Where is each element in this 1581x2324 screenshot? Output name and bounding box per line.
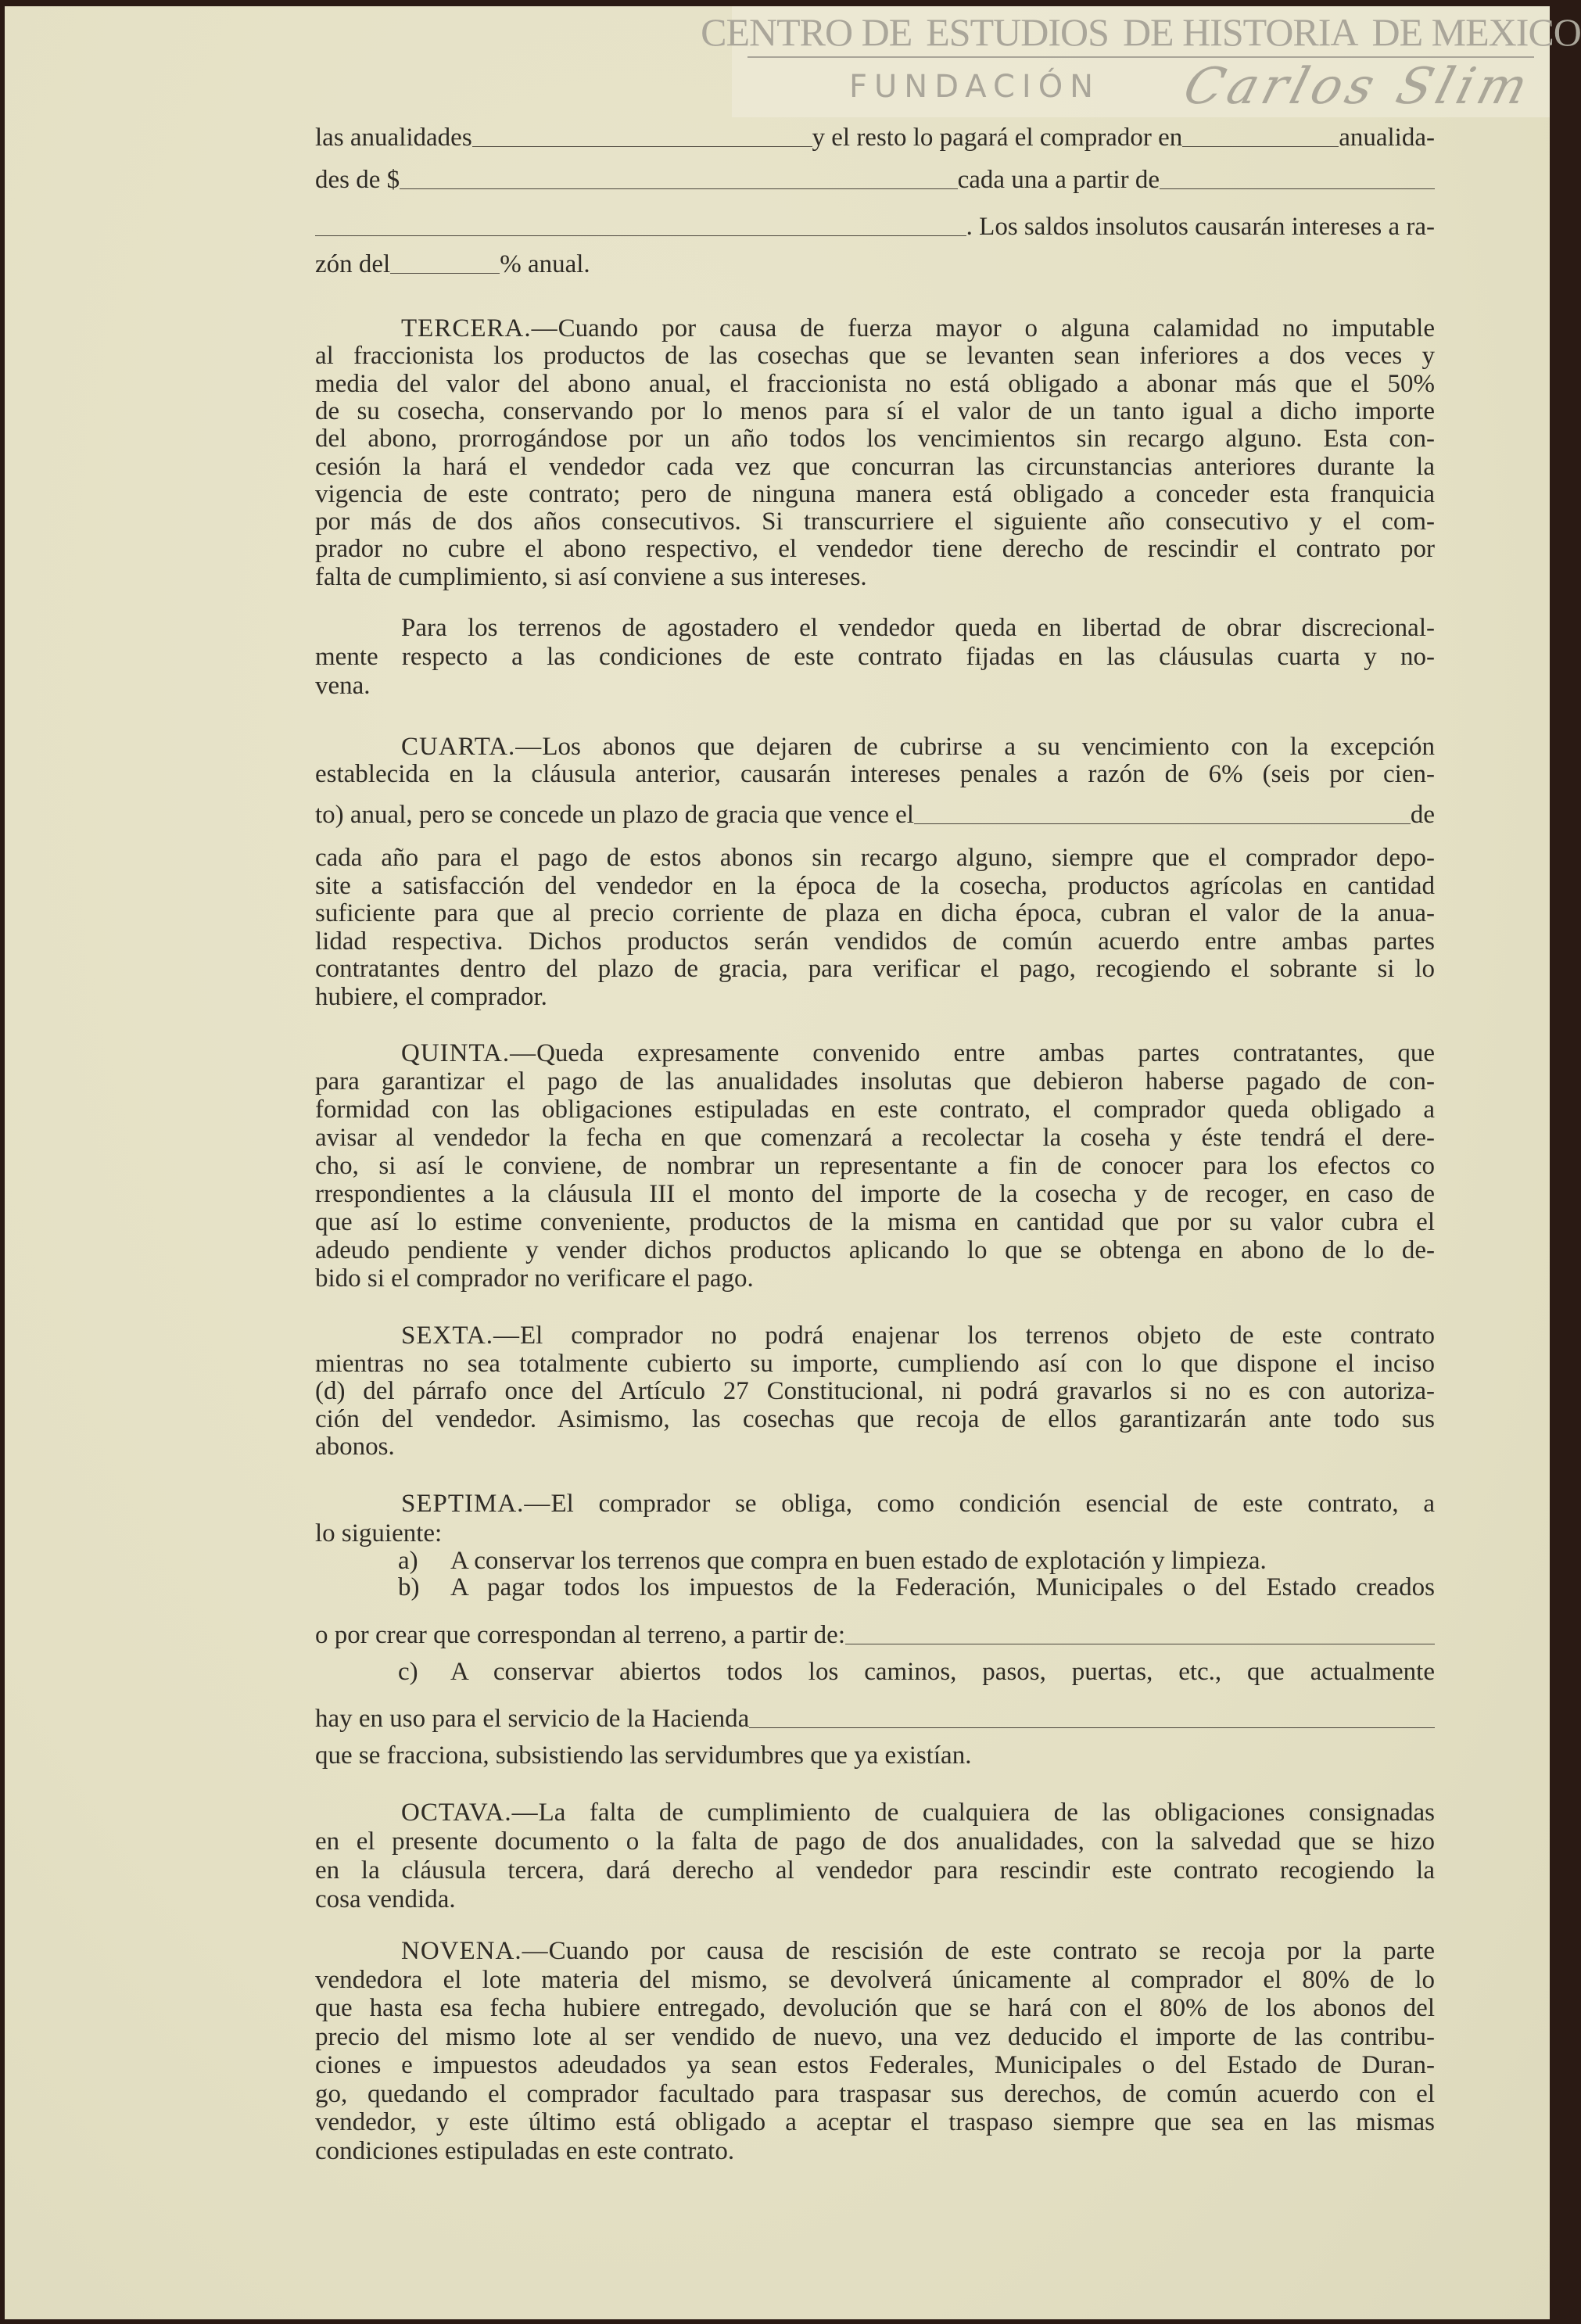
clause-text: ciones e impuestos adeudados ya sean estos Federales, Municipales o del Estado de Duran- — [315, 2051, 1435, 2079]
clause-text: bido si el comprador no verificare el pago. — [315, 1264, 754, 1293]
blank-field — [749, 1707, 1435, 1728]
clause-text: (d) del párrafo once del Artículo 27 Constitucional, ni podrá gravarlos si no es con autoriza- — [315, 1377, 1435, 1405]
clause-tercera-line — [315, 342, 1435, 370]
clause-text: contratantes dentro del plazo de gracia, para verificar el pago, recogiendo el sobrante si lo — [315, 955, 1435, 983]
clause-novena-line — [315, 1937, 1435, 1965]
clause-text: abonos. — [315, 1433, 395, 1461]
clause-quinta-line — [315, 1236, 1435, 1264]
clause-octava-line — [315, 1827, 1435, 1856]
clause-text: falta de cumplimiento, si así conviene a sus intereses. — [315, 562, 867, 591]
blank-field — [315, 215, 966, 236]
clause-cuarta-line — [315, 872, 1435, 900]
clause-text: site a satisfacción del vendedor en la época de la cosecha, productos agrícolas en cantidad — [315, 871, 1435, 900]
clause-novena-line — [315, 2137, 1435, 2165]
list-item-b — [0, 1573, 1558, 1601]
form-line — [315, 1621, 1435, 1649]
form-line — [315, 250, 1435, 278]
clause-text: por más de dos años consecutivos. Si transcurriere el siguiente año consecutivo y el com- — [315, 507, 1435, 536]
item-label: c) — [398, 1658, 418, 1686]
form-text: cada una a partir de — [957, 166, 1160, 194]
clause-tercera-line — [315, 425, 1435, 453]
form-line — [315, 213, 1435, 241]
watermark-title — [701, 10, 1581, 54]
clause-quinta-line — [315, 1264, 1435, 1293]
clause-text: que así lo estime conveniente, productos de la misma en cantidad que por su valor cubra el — [315, 1208, 1435, 1236]
clause-heading: SEPTIMA.— — [401, 1490, 551, 1518]
item-label: a) — [398, 1547, 418, 1575]
item-label: b) — [398, 1573, 420, 1601]
list-item-c — [0, 1658, 1558, 1686]
blank-field — [390, 253, 500, 274]
watermark-signature: Carlos Slim — [1178, 58, 1539, 116]
clause-heading: CUARTA.— — [401, 733, 543, 761]
clause-text: Para los terrenos de agostadero el vendedor queda en libertad de obrar discrecional- — [401, 614, 1435, 642]
clause-novena-line — [315, 2023, 1435, 2051]
form-text: % anual. — [500, 250, 590, 278]
item-text: A conservar abiertos todos los caminos, pasos, puertas, etc., que actualmente — [450, 1658, 1435, 1686]
clause-sexta-line — [315, 1377, 1435, 1405]
clause-sexta-line — [315, 1322, 1435, 1350]
watermark-line: CENTRO DE — [701, 10, 912, 54]
clause-octava-line — [315, 1885, 1435, 1913]
clause-text: prador no cubre el abono respectivo, el vendedor tiene derecho de rescindir el contrato por — [315, 535, 1435, 564]
clause-text: Cuando por causa de rescisión de este contrato se recoja por la parte — [548, 1937, 1435, 1965]
clause-quinta-line — [315, 1152, 1435, 1180]
clause-tercera-line — [315, 453, 1435, 481]
clause-text: cosa vendida. — [315, 1885, 456, 1913]
clause-tercera-line — [315, 535, 1435, 563]
blank-field — [472, 126, 812, 147]
form-line — [315, 801, 1435, 829]
clause-quinta-line — [315, 1124, 1435, 1152]
clause-tercera-line — [315, 314, 1435, 343]
clause-text: hay en uso para el servicio de la Hacienda — [315, 1705, 750, 1733]
clause-text: adeudo pendiente y vender dichos productos aplicando lo que se obtenga en abono de lo de- — [315, 1236, 1435, 1264]
clause-text: precio del mismo lote al ser vendido de nuevo, una vez deducido el importe de las contribu- — [315, 2022, 1435, 2051]
form-text: anualida- — [1339, 124, 1435, 152]
clause-text: Queda expresamente convenido entre ambas partes contratantes, que — [536, 1039, 1435, 1067]
clause-sexta-line — [315, 1405, 1435, 1433]
clause-text: La falta de cumplimiento de cualquiera de las obligaciones consignadas — [538, 1799, 1435, 1827]
clause-heading: NOVENA.— — [401, 1937, 549, 1965]
clause-text: formidad con las obligaciones estipuladas en este contrato, el comprador queda obligado a — [315, 1096, 1435, 1124]
clause-text: lo siguiente: — [315, 1519, 443, 1548]
clause-tercera-line — [315, 563, 1435, 591]
blank-field — [400, 168, 958, 189]
clause-text: del abono, prorrogándose por un año todos los vencimientos sin recargo alguno. Esta con- — [315, 425, 1435, 454]
clause-novena-line — [315, 2080, 1435, 2108]
clause-text: para garantizar el pago de las anualidades insolutas que debieron haberse pagado de con- — [315, 1067, 1435, 1096]
clause-text: lidad respectiva. Dichos productos serán vendidos de común acuerdo entre ambas partes — [315, 927, 1435, 956]
clause-cuarta-line — [315, 983, 1435, 1011]
blank-field — [914, 803, 1411, 824]
clause-text: vendedor, y este último está obligado a aceptar el traspaso siempre que sea en las mismas — [315, 2108, 1435, 2136]
clause-text: cho, si así le conviene, de nombrar un representante a fin de conocer para los efectos co — [315, 1152, 1435, 1180]
clause-heading: SEXTA.— — [401, 1322, 520, 1350]
clause-novena-line — [315, 1966, 1435, 1994]
clause-text: condiciones estipuladas en este contrato. — [315, 2136, 735, 2165]
clause-text: cada año para el pago de estos abonos sin recargo alguno, siempre que el comprador depo- — [315, 844, 1435, 872]
clause-text: go, quedando el comprador facultado para traspasar sus derechos, de común acuerdo con el — [315, 2079, 1435, 2108]
clause-novena-line — [315, 2108, 1435, 2136]
clause-heading: TERCERA.— — [401, 314, 558, 343]
blank-field — [1160, 168, 1435, 189]
clause-novena-line — [315, 1994, 1435, 2022]
clause-quinta-line — [315, 1096, 1435, 1124]
clause-agostadero-line — [315, 672, 1435, 700]
watermark-line: ESTUDIOS — [926, 10, 1109, 54]
form-text: las anualidades — [315, 124, 472, 152]
clause-text: El comprador se obliga, como condición esencial de este contrato, a — [550, 1490, 1435, 1518]
form-text: des de $ — [315, 166, 400, 194]
watermark-line: DE MEXICO — [1371, 10, 1581, 54]
clause-text: establecida en la cláusula anterior, causarán intereses penales a razón de 6% (seis por cien- — [315, 760, 1435, 788]
archive-watermark — [701, 6, 1581, 117]
form-line — [315, 166, 1435, 194]
watermark-foundation: FUNDACIÓN — [849, 69, 1101, 105]
clause-text: rrespondientes a la cláusula III el monto del importe de la cosecha y de recoger, en caso de — [315, 1180, 1435, 1208]
clause-text: o por crear que correspondan al terreno, a partir de: — [315, 1621, 845, 1649]
clause-text: de — [1410, 801, 1435, 829]
clause-tercera-line — [315, 397, 1435, 425]
clause-quinta-line — [315, 1067, 1435, 1096]
clause-septima-line — [315, 1519, 1435, 1548]
clause-text: media del valor del abono anual, el fraccionista no está obligado a abonar más que el 50% — [315, 369, 1435, 398]
list-item-a — [0, 1547, 1558, 1575]
clause-text: que hasta esa fecha hubiere entregado, devolución que se hará con el 80% de los abonos del — [315, 1994, 1435, 2022]
clause-sexta-line — [315, 1433, 1435, 1461]
clause-octava-line — [315, 1856, 1435, 1885]
clause-text: Cuando por causa de fuerza mayor o alguna calamidad no imputable — [557, 314, 1435, 343]
clause-text: Los abonos que dejaren de cubrirse a su vencimiento con la excepción — [542, 733, 1435, 761]
clause-text: de su cosecha, conservando por lo menos para sí el valor de un tanto igual a dicho importe — [315, 396, 1435, 425]
clause-text: que se fracciona, subsistiendo las servidumbres que ya existían. — [315, 1741, 972, 1770]
clause-text: avisar al vendedor la fecha en que comenzará a recolectar la coseha y éste tendrá el dere- — [315, 1124, 1435, 1152]
clause-cuarta-line — [315, 899, 1435, 927]
clause-text: hubiere, el comprador. — [315, 982, 547, 1011]
form-line — [315, 124, 1435, 152]
clause-cuarta-line — [315, 955, 1435, 983]
form-text: y el resto lo pagará el comprador en — [812, 124, 1183, 152]
clause-tercera-line — [315, 370, 1435, 398]
clause-quinta-line — [315, 1039, 1435, 1067]
clause-text: ción del vendedor. Asimismo, las cosechas que recoja de ellos garantizarán ante todo sus — [315, 1404, 1435, 1433]
clause-text: El comprador no podrá enajenar los terrenos objeto de este contrato — [519, 1322, 1435, 1350]
clause-cuarta-line — [315, 927, 1435, 956]
clause-text: mientras no sea totalmente cubierto su importe, cumpliendo así con lo que dispone el inciso — [315, 1349, 1435, 1378]
clause-agostadero-line — [315, 643, 1435, 671]
form-text: zón del — [315, 250, 391, 278]
clause-text: vena. — [315, 672, 371, 700]
blank-field — [845, 1623, 1435, 1644]
clause-cuarta-line — [315, 733, 1435, 761]
clause-quinta-line — [315, 1208, 1435, 1236]
clause-septima-line — [315, 1490, 1435, 1518]
clause-heading: OCTAVA.— — [401, 1799, 539, 1827]
clause-octava-line — [315, 1799, 1435, 1827]
clause-text: suficiente para que al precio corriente de plaza en dicha época, cubran el valor de la anua- — [315, 899, 1435, 927]
clause-text: en el presente documento o la falta de pago de dos anualidades, con la salvedad que se hizo — [315, 1827, 1435, 1856]
form-text: . Los saldos insolutos causarán intereses a ra- — [966, 213, 1435, 241]
clause-novena-line — [315, 2051, 1435, 2079]
form-line — [315, 1705, 1435, 1733]
clause-text: to) anual, pero se concede un plazo de gracia que vence el — [315, 801, 914, 829]
clause-text: mente respecto a las condiciones de este contrato fijadas en las cláusulas cuarta y no- — [315, 643, 1435, 671]
clause-text: vendedora el lote materia del mismo, se devolverá únicamente al comprador el 80% de lo — [315, 1965, 1435, 1994]
clause-tercera-line — [315, 480, 1435, 508]
clause-tercera-line — [315, 507, 1435, 536]
clause-agostadero-line — [315, 614, 1435, 642]
clause-text: vigencia de este contrato; pero de ninguna manera está obligado a conceder esta franquicia — [315, 479, 1435, 508]
clause-sexta-line — [315, 1350, 1435, 1378]
watermark-line: DE HISTORIA — [1122, 10, 1358, 54]
clause-text: al fraccionista los productos de las cosechas que se levanten sean inferiores a dos veces y — [315, 342, 1435, 371]
item-text: A pagar todos los impuestos de la Federación, Municipales o del Estado creados — [450, 1573, 1435, 1601]
blank-field — [1182, 126, 1339, 147]
clause-cuarta-line — [315, 844, 1435, 872]
clause-quinta-line — [315, 1180, 1435, 1208]
clause-heading: QUINTA.— — [401, 1039, 537, 1067]
clause-cuarta-line — [315, 760, 1435, 788]
item-text: A conservar los terrenos que compra en buen estado de explotación y limpieza. — [450, 1547, 1267, 1575]
clause-line — [315, 1741, 1435, 1770]
clause-text: en la cláusula tercera, dará derecho al vendedor para rescindir este contrato recogiendo la — [315, 1856, 1435, 1885]
clause-text: cesión la hará el vendedor cada vez que concurran las circunstancias anteriores durante la — [315, 452, 1435, 481]
